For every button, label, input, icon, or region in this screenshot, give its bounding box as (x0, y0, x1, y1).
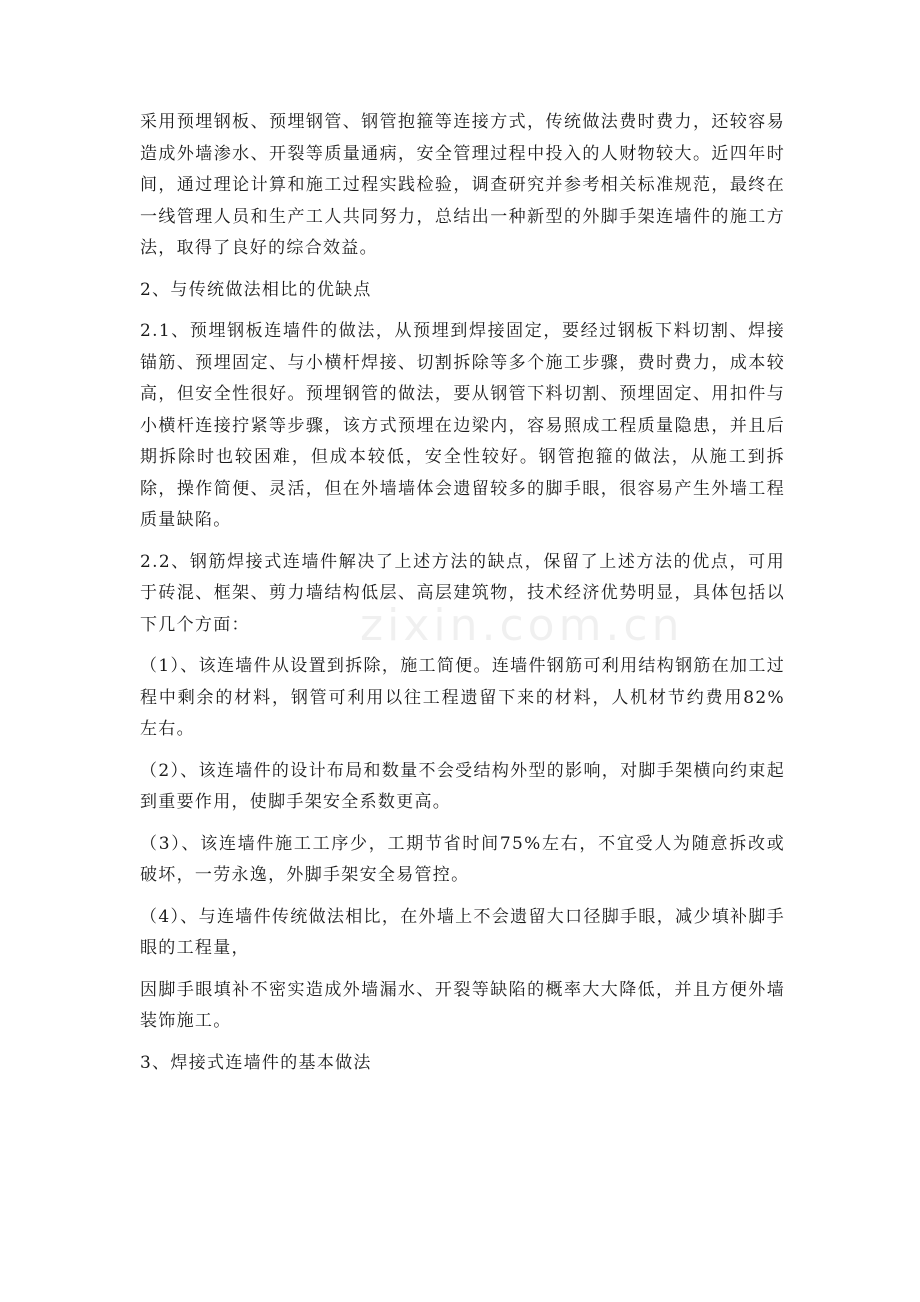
list-item-4: （4）、与连墙件传统做法相比，在外墙上不会遗留大口径脚手眼，减少填补脚手眼的工程量， (140, 906, 785, 958)
paragraph-2-2: 2.2、钢筋焊接式连墙件解决了上述方法的缺点，保留了上述方法的优点，可用于砖混、框架、剪力墙结构低层、高层建筑物，技术经济优势明显，具体包括以下几个方面： (140, 551, 785, 635)
watermark: zixin.com.cn (360, 600, 684, 651)
document-body (140, 107, 785, 1089)
section-heading-3: 3、焊接式连墙件的基本做法 (140, 1052, 372, 1073)
paragraph-continuation: 因脚手眼填补不密实造成外墙漏水、开裂等缺陷的概率大大降低，并且方便外墙装饰施工。 (140, 979, 785, 1031)
list-item-2: （2）、该连墙件的设计布局和数量不会受结构外型的影响，对脚手架横向约束起到重要作用，使脚手架安全系数更高。 (140, 760, 785, 812)
paragraph-2-1: 2.1、预埋钢板连墙件的做法，从预埋到焊接固定，要经过钢板下料切割、焊接锚筋、预埋固定、与小横杆焊接、切割拆除等多个施工步骤，费时费力，成本较高，但安全性很好。预埋钢管的做法，要从钢管下料切割、预埋固定、用扣件与小横杆连接拧紧等步骤，该方式预埋在边梁内，容易照成工程质量隐患，并且后期拆除时也较困难，但成本较低，安全性较好。钢管抱箍的做法，从施工到拆除，操作简便、灵活，但在外墙墙体会遗留较多的脚手眼，很容易产生外墙工程质量缺陷。 (140, 321, 785, 530)
list-item-1: （1）、该连墙件从设置到拆除，施工简便。连墙件钢筋可利用结构钢筋在加工过程中剩余的材料，钢管可利用以往工程遗留下来的材料，人机材节约费用82%左右。 (140, 656, 785, 739)
list-item-3: （3）、该连墙件施工工序少，工期节省时间75%左右，不宜受人为随意拆改或破坏，一劳永逸，外脚手架安全易管控。 (140, 833, 785, 885)
paragraph-intro: 采用预埋钢板、预埋钢管、钢管抱箍等连接方式，传统做法费时费力，还较容易造成外墙渗水、开裂等质量通病，安全管理过程中投入的人财物较大。近四年时间，通过理论计算和施工过程实践检验，调查研究并参考相关标准规范，最终在一线管理人员和生产工人共同努力，总结出一种新型的外脚手架连墙件的施工方法，取得了良好的综合效益。 (140, 112, 785, 258)
section-heading-2: 2、与传统做法相比的优缺点 (140, 279, 372, 300)
